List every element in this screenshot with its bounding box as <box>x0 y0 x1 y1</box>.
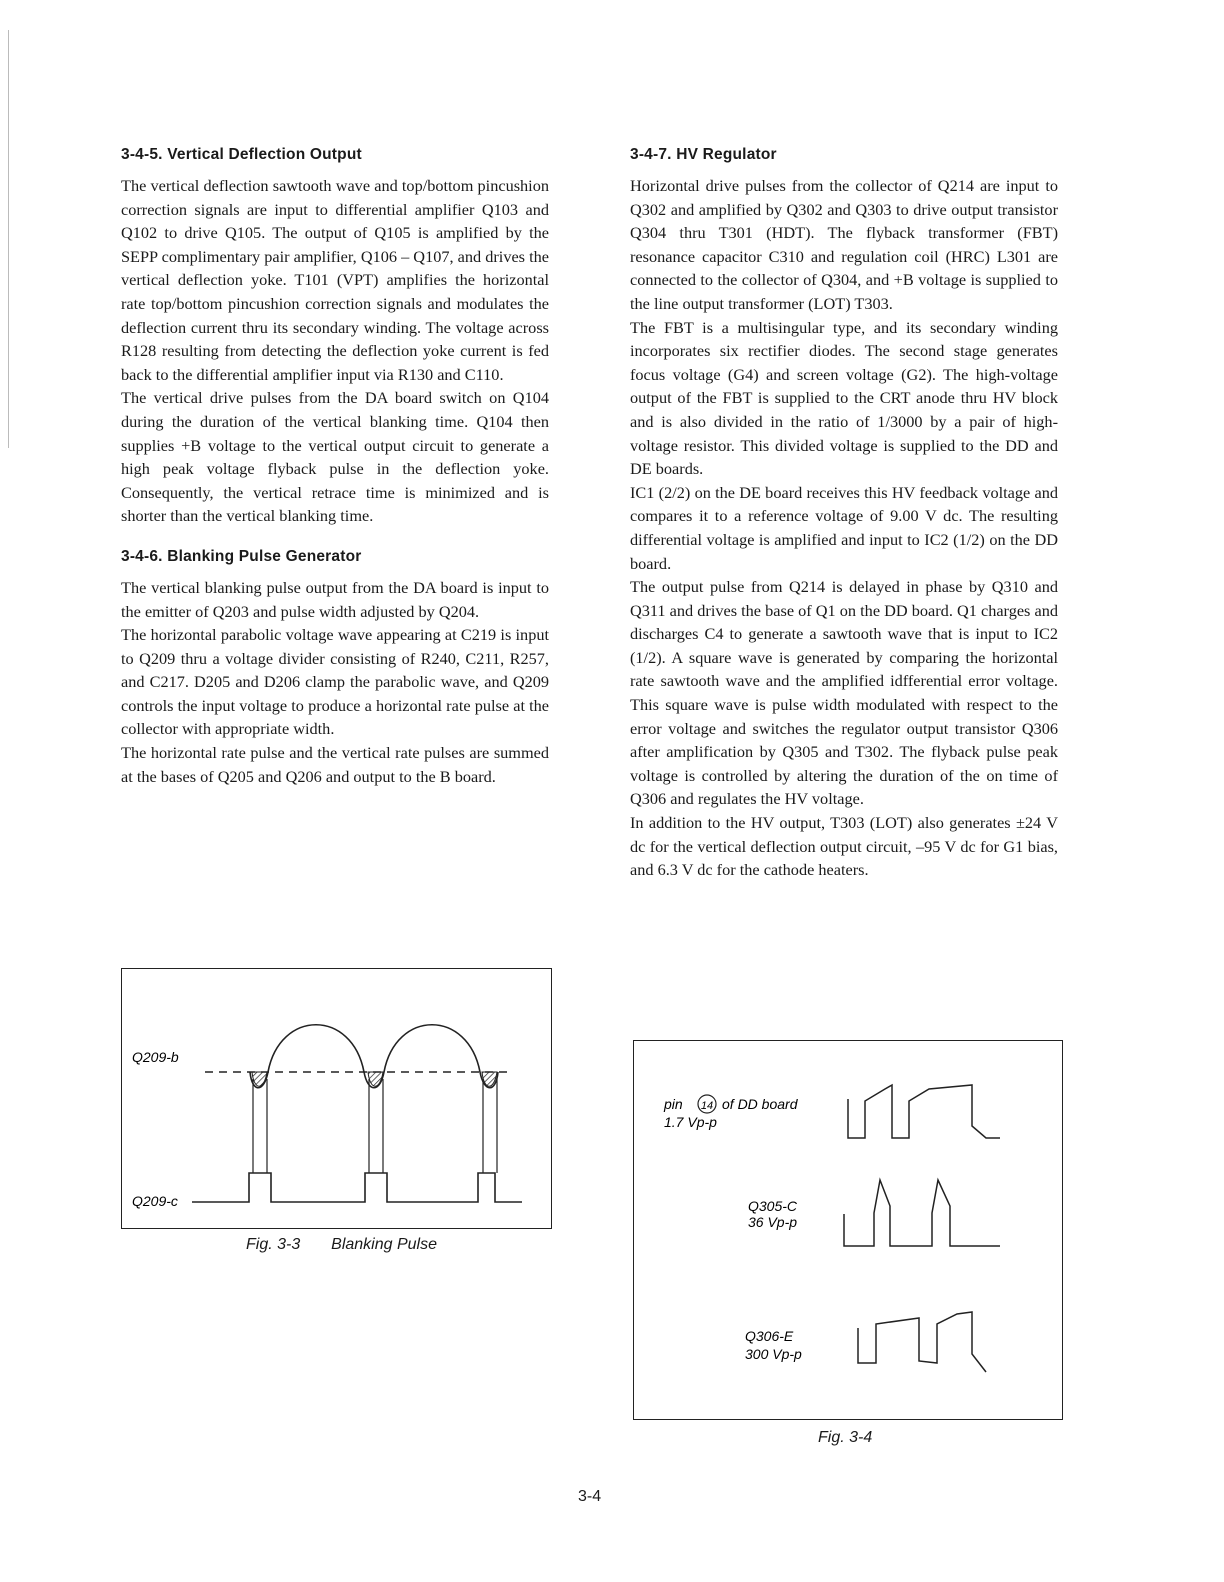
page-number: 3-4 <box>578 1488 602 1505</box>
paragraph: In addition to the HV output, T303 (LOT) also generates ±24 V dc for the vertical deflection output circuit, –95 V dc for G1 bias, and 6.3 V dc for the cathode heaters. <box>630 813 1058 880</box>
pin14-sawtooth-square-wave <box>848 1085 1000 1138</box>
paragraph: The output pulse from Q214 is delayed in phase by Q310 and Q311 and drives the base of Q1 on the DD board. Q1 charges and discharges C4 to generate a sawtooth wave that is input to IC2 (1/2). A square wave is generated by comparing the horizontal rate sawtooth wave and the amplified idfferential error voltage. This square wave is pulse width modulated with respect to the error voltage and switches the regulator output transistor Q306 after amplification by Q305 and T302. The flyback pulse peak voltage is controlled by altering the duration of the on time of Q306 and regulates the HV voltage. <box>630 577 1058 809</box>
figure-hv-regulator-waveforms <box>633 1040 1063 1420</box>
heading-vertical-deflection-output: 3-4-5. Vertical Deflection Output <box>121 146 362 163</box>
paragraph: IC1 (2/2) on the DE board receives this HV feedback voltage and compares it to a reference voltage of 9.00 V dc. The resulting differential voltage is amplified and input to IC2 (1/2) on the DD board. <box>630 482 1058 573</box>
figure-blanking-pulse <box>121 968 552 1229</box>
paragraph: The horizontal parabolic voltage wave appearing at C219 is input to Q209 thru a voltage divider consisting of R240, C211, R257, and C217. D205 and D206 clamp the parabolic wave, and Q209 controls the input voltage to produce a horizontal rate pulse at the collector with appropriate width. <box>121 625 549 739</box>
fig-3-4-caption: Fig. 3-4 <box>818 1429 873 1446</box>
blanking-pulse-diagram <box>122 969 551 1228</box>
waveform-pin14-group <box>663 1085 1000 1138</box>
q305c-label: Q305-C <box>748 1198 798 1214</box>
q306e-amplitude: 300 Vp-p <box>745 1346 802 1362</box>
pin-board-label: of DD board <box>722 1096 798 1112</box>
scan-margin-mark <box>8 30 9 430</box>
collector-pulse-wave <box>192 1173 522 1202</box>
svg-text:pin <box>663 1096 683 1112</box>
heading-blanking-pulse-generator: 3-4-6. Blanking Pulse Generator <box>121 547 362 565</box>
pin14-amplitude: 1.7 Vp-p <box>664 1114 717 1130</box>
paragraph: The vertical drive pulses from the DA board switch on Q104 during the duration of the vertical blanking time. Q104 then supplies +B voltage to the vertical output circuit to generate a high peak voltage flyback pulse in the deflection yoke. Consequently, the vertical retrace time is minimized and is shorter than the vertical blanking time. <box>121 388 549 526</box>
q306e-wave <box>858 1312 986 1372</box>
paragraph: The vertical blanking pulse output from the DA board is input to the emitter of Q203 and pulse width adjusted by Q204. <box>121 577 549 621</box>
paragraph: The FBT is a multisingular type, and its secondary winding incorporates six rectifier diodes. The second stage generates focus voltage (G4) and screen voltage (G2). The high-voltage output of the FBT is supplied to the CRT anode thru HV block and is also divided in the ratio of 1/3000 by a pair of high-voltage resistor. This divided voltage is supplied to the DD and DE boards. <box>630 317 1058 479</box>
pin-label: pin <box>664 1096 683 1112</box>
q306e-label: Q306-E <box>745 1328 794 1344</box>
caption-title: Blanking Pulse <box>331 1236 437 1253</box>
q305c-amplitude: 36 Vp-p <box>748 1214 798 1230</box>
waveform-q305c-group <box>748 1180 1000 1246</box>
pin-number: 14 <box>700 1100 714 1112</box>
clamp-region <box>368 1072 383 1086</box>
paragraph: Horizontal drive pulses from the collector of Q214 are input to Q302 and amplified by Q302 and Q303 to drive output transistor Q304 thru T301 (HDT). The flyback transformer (FBT) resonance capacitor C310 and regulation coil (HRC) L301 are connected to the collector of Q304, and +B voltage is supplied to the line output transformer (LOT) T303. <box>630 176 1058 313</box>
label-q209-b: Q209-b <box>132 1049 179 1065</box>
heading-hv-regulator: 3-4-7. HV Regulator <box>630 146 777 163</box>
hv-regulator-waveform-diagram <box>634 1041 1062 1419</box>
waveform-q306e-group <box>745 1312 986 1372</box>
scan-margin-mark <box>8 428 9 448</box>
paragraph: The vertical deflection sawtooth wave and top/bottom pincushion correction signals are input to differential amplifier Q103 and Q102 to drive Q105. The output of Q105 is amplified by the SEPP complimentary pair amplifier, Q106 – Q107, and drives the vertical deflection yoke. T101 (VPT) amplifies the horizontal rate top/bottom pincushion correction signals and modulates the deflection current thru its secondary winding. The voltage across R128 resulting from detecting the deflection yoke current is fed back to the differential amplifier input via R130 and C110. <box>121 176 549 384</box>
caption-number: Fig. 3-3 <box>246 1236 301 1253</box>
drop-lines <box>253 1079 497 1173</box>
right-column <box>630 146 1058 882</box>
paragraph: The horizontal rate pulse and the vertical rate pulses are summed at the bases of Q205 and Q206 and output to the B board. <box>121 743 549 786</box>
q305c-pulse-wave <box>844 1180 1000 1246</box>
left-column <box>121 146 549 788</box>
fig-3-3-caption <box>246 1236 437 1254</box>
label-q209-c: Q209-c <box>132 1193 178 1209</box>
